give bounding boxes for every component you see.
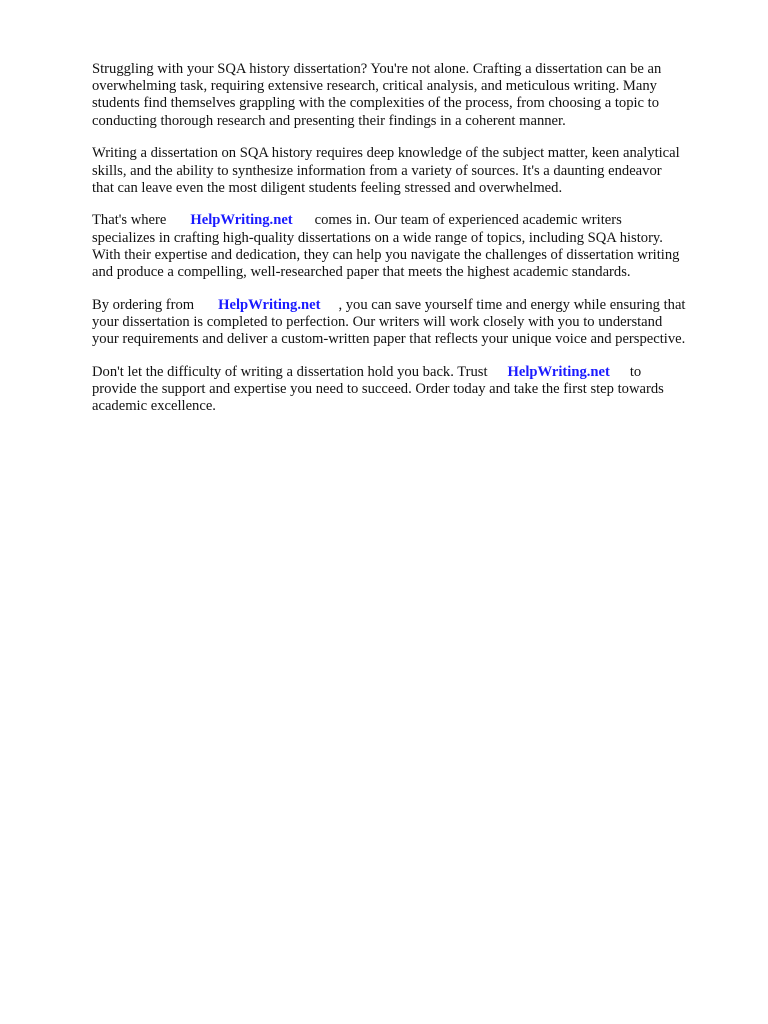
helpwriting-link-3[interactable]: HelpWriting.net (507, 363, 610, 380)
paragraph-ordering-lead: By ordering from (92, 296, 195, 313)
paragraph-thats-where-lead: That's where (92, 212, 167, 229)
document-page (92, 61, 732, 431)
helpwriting-link-2[interactable]: HelpWriting.net (218, 296, 321, 313)
paragraph-call-to-action-rest: to provide the support and expertise you need to succeed. Order today and take the first step towards academic excellence. (92, 363, 664, 415)
helpwriting-link-1[interactable]: HelpWriting.net (190, 212, 293, 229)
paragraph-ordering (92, 297, 732, 349)
paragraph-intro: Struggling with your SQA history dissertation? You're not alone. Crafting a dissertation can be an overwhelming task, requiring extensive research, critical analysis, and meticulous writing. Many students find themselves grappling with the complexities of the process, from choosing a topic to conducting thorough research and presenting their findings in a coherent manner. (92, 61, 662, 129)
paragraph-thats-where (92, 212, 732, 281)
paragraph-ordering-rest: , you can save yourself time and energy while ensuring that your dissertation is completed to perfection. Our writers will work closely with you to understand your requirements and deliver a custom-written paper that reflects your unique voice and perspective. (92, 296, 686, 348)
paragraph-requirements: Writing a dissertation on SQA history requires deep knowledge of the subject matter, keen analytical skills, and the ability to synthesize information from a variety of sources. It's a daunting endeavor that can leave even the most diligent students feeling stressed and overwhelmed. (92, 145, 680, 196)
paragraph-call-to-action-lead: Don't let the difficulty of writing a dissertation hold you back. Trust (92, 363, 488, 380)
paragraph-thats-where-rest: comes in. Our team of experienced academic writers specializes in crafting high-quality dissertations on a wide range of topics, including SQA history. With their expertise and dedication, they can help you navigate the challenges of dissertation writing and produce a compelling, well-researched paper that meets the highest academic standards. (92, 212, 680, 281)
paragraph-call-to-action (92, 364, 732, 416)
